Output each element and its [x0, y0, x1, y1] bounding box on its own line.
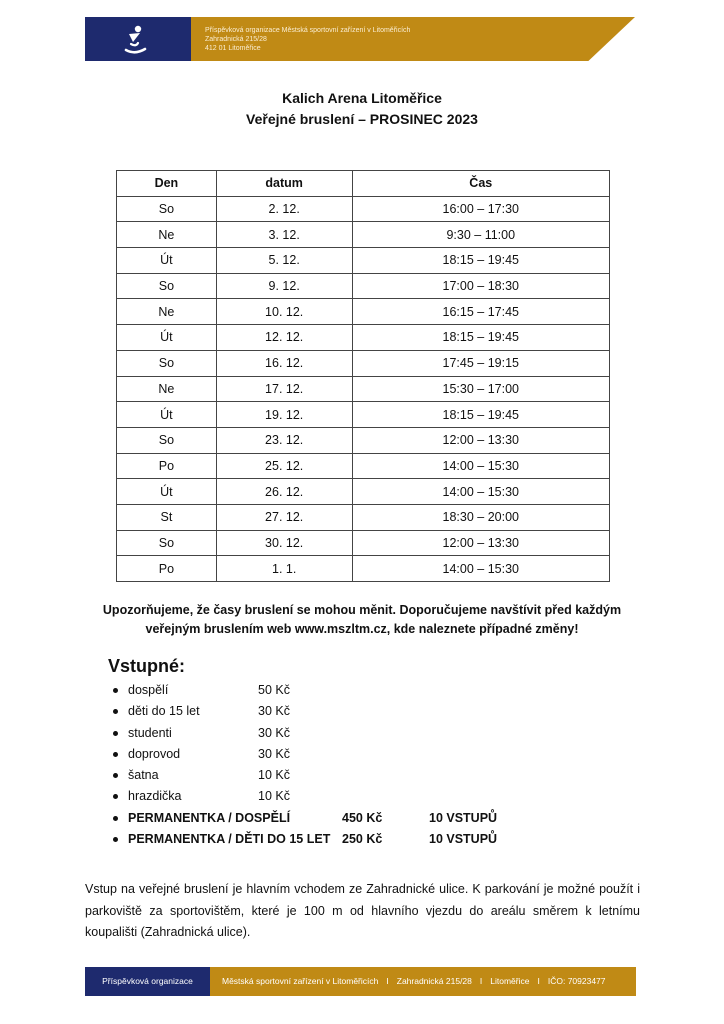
cell-time: 18:15 – 19:45	[352, 325, 609, 351]
header-line: Zahradnická 215/28	[205, 36, 267, 43]
fee-name: hrazdička	[128, 789, 182, 804]
fee-item	[112, 680, 497, 701]
table-row	[117, 427, 610, 453]
header-date: datum	[216, 171, 352, 197]
table-row	[117, 530, 610, 556]
fee-price: 10 Kč	[258, 789, 290, 804]
cell-day: Út	[117, 402, 217, 428]
fee-price: 30 Kč	[258, 704, 290, 719]
cell-time: 9:30 – 11:00	[352, 222, 609, 248]
table-row	[117, 273, 610, 299]
entrance-parking-info: Vstup na veřejné bruslení je hlavním vchodem ze Zahradnické ulice. K parkování je možné použít i parkoviště za sportovištěm, které je 100 m od hlavního vjezdu do areálu směrem k letnímu koupališti (Zahradnická ulice).	[85, 882, 640, 939]
notice-line: Upozorňujeme, že časy bruslení se mohou měnit. Doporučujeme navštívit před každým	[102, 603, 622, 617]
fee-name: studenti	[128, 725, 172, 740]
fee-name: šatna	[128, 768, 159, 783]
fee-price: 10 Kč	[258, 768, 290, 783]
cell-date: 27. 12.	[216, 504, 352, 530]
pass-name: PERMANENTKA / DOSPĚLÍ	[128, 810, 291, 825]
cell-time: 17:45 – 19:15	[352, 350, 609, 376]
fee-price: 30 Kč	[258, 746, 290, 761]
fee-price: 30 Kč	[258, 725, 290, 740]
pass-price: 450 Kč	[342, 810, 383, 825]
table-row	[117, 196, 610, 222]
schedule-table	[116, 170, 610, 582]
cell-date: 9. 12.	[216, 273, 352, 299]
cell-time: 16:15 – 17:45	[352, 299, 609, 325]
cell-date: 19. 12.	[216, 402, 352, 428]
fee-name: doprovod	[128, 746, 181, 761]
table-row	[117, 248, 610, 274]
pass-entries: 10 VSTUPŮ	[429, 810, 498, 825]
cell-date: 16. 12.	[216, 350, 352, 376]
cell-time: 16:00 – 17:30	[352, 196, 609, 222]
fee-name: děti do 15 let	[128, 704, 200, 719]
fees-heading: Vstupné:	[108, 656, 186, 676]
cell-day: So	[117, 530, 217, 556]
table-row	[117, 299, 610, 325]
fee-item	[112, 701, 497, 722]
footer-org-label: Příspěvková organizace	[102, 976, 193, 986]
document-title: Kalich Arena Litoměřice	[282, 90, 442, 106]
fee-item	[112, 744, 497, 765]
cell-day: So	[117, 350, 217, 376]
cell-date: 23. 12.	[216, 427, 352, 453]
fee-item	[112, 723, 497, 744]
cell-day: So	[117, 273, 217, 299]
cell-time: 14:00 – 15:30	[352, 479, 609, 505]
cell-day: Út	[117, 248, 217, 274]
footer-name: Městská sportovní zařízení v Litoměřicích	[222, 976, 379, 986]
footer-ico: IČO: 70923477	[547, 976, 606, 986]
cell-day: Ne	[117, 376, 217, 402]
cell-time: 18:15 – 19:45	[352, 402, 609, 428]
cell-date: 26. 12.	[216, 479, 352, 505]
schedule-change-notice	[80, 601, 644, 639]
fees-list	[112, 680, 497, 850]
pass-price: 250 Kč	[342, 832, 383, 847]
cell-date: 30. 12.	[216, 530, 352, 556]
cell-day: Ne	[117, 222, 217, 248]
cell-date: 17. 12.	[216, 376, 352, 402]
table-row	[117, 402, 610, 428]
footer-city: Litoměřice	[490, 976, 530, 986]
footer-separator: I	[537, 976, 540, 986]
cell-date: 2. 12.	[216, 196, 352, 222]
skater-logo-icon	[118, 22, 152, 56]
cell-day: So	[117, 427, 217, 453]
cell-day: Po	[117, 453, 217, 479]
cell-day: St	[117, 504, 217, 530]
footer-separator: I	[386, 976, 389, 986]
table-row	[117, 325, 610, 351]
table-row	[117, 350, 610, 376]
pass-name: PERMANENTKA / DĚTI DO 15 LET	[128, 832, 331, 847]
cell-date: 25. 12.	[216, 453, 352, 479]
notice-line: veřejným bruslením web www.mszltm.cz, kde naleznete případné změny!	[145, 622, 579, 636]
table-header-row	[117, 171, 610, 197]
cell-day: Po	[117, 556, 217, 582]
table-row	[117, 479, 610, 505]
pass-item	[112, 829, 497, 850]
cell-time: 14:00 – 15:30	[352, 453, 609, 479]
document-subtitle: Veřejné bruslení – PROSINEC 2023	[246, 111, 478, 127]
cell-day: Ne	[117, 299, 217, 325]
cell-time: 18:15 – 19:45	[352, 248, 609, 274]
table-row	[117, 376, 610, 402]
pass-entries: 10 VSTUPŮ	[429, 832, 498, 847]
cell-day: So	[117, 196, 217, 222]
table-row	[117, 222, 610, 248]
fee-item	[112, 786, 497, 807]
fee-price: 50 Kč	[258, 683, 290, 697]
header-address	[205, 26, 410, 53]
cell-date: 10. 12.	[216, 299, 352, 325]
footer-separator: I	[479, 976, 483, 986]
cell-time: 17:00 – 18:30	[352, 273, 609, 299]
cell-time: 14:00 – 15:30	[352, 556, 609, 582]
header-day: Den	[117, 171, 217, 197]
cell-date: 12. 12.	[216, 325, 352, 351]
cell-date: 1. 1.	[216, 556, 352, 582]
header-line: Příspěvková organizace Městská sportovní zařízení v Litoměřicích	[205, 27, 411, 34]
table-row	[117, 556, 610, 582]
cell-day: Út	[117, 325, 217, 351]
fee-name: dospělí	[128, 683, 169, 697]
header-line: 412 01 Litoměřice	[205, 45, 261, 52]
cell-time: 18:30 – 20:00	[352, 504, 609, 530]
cell-time: 12:00 – 13:30	[352, 427, 609, 453]
table-row	[117, 453, 610, 479]
footer-address: Zahradnická 215/28	[396, 976, 472, 986]
pass-item	[112, 808, 497, 829]
fee-item	[112, 765, 497, 786]
cell-day: Út	[117, 479, 217, 505]
cell-time: 15:30 – 17:00	[352, 376, 609, 402]
table-row	[117, 504, 610, 530]
cell-date: 3. 12.	[216, 222, 352, 248]
header-time: Čas	[352, 171, 609, 197]
cell-time: 12:00 – 13:30	[352, 530, 609, 556]
cell-date: 5. 12.	[216, 248, 352, 274]
footer-info	[222, 967, 606, 996]
